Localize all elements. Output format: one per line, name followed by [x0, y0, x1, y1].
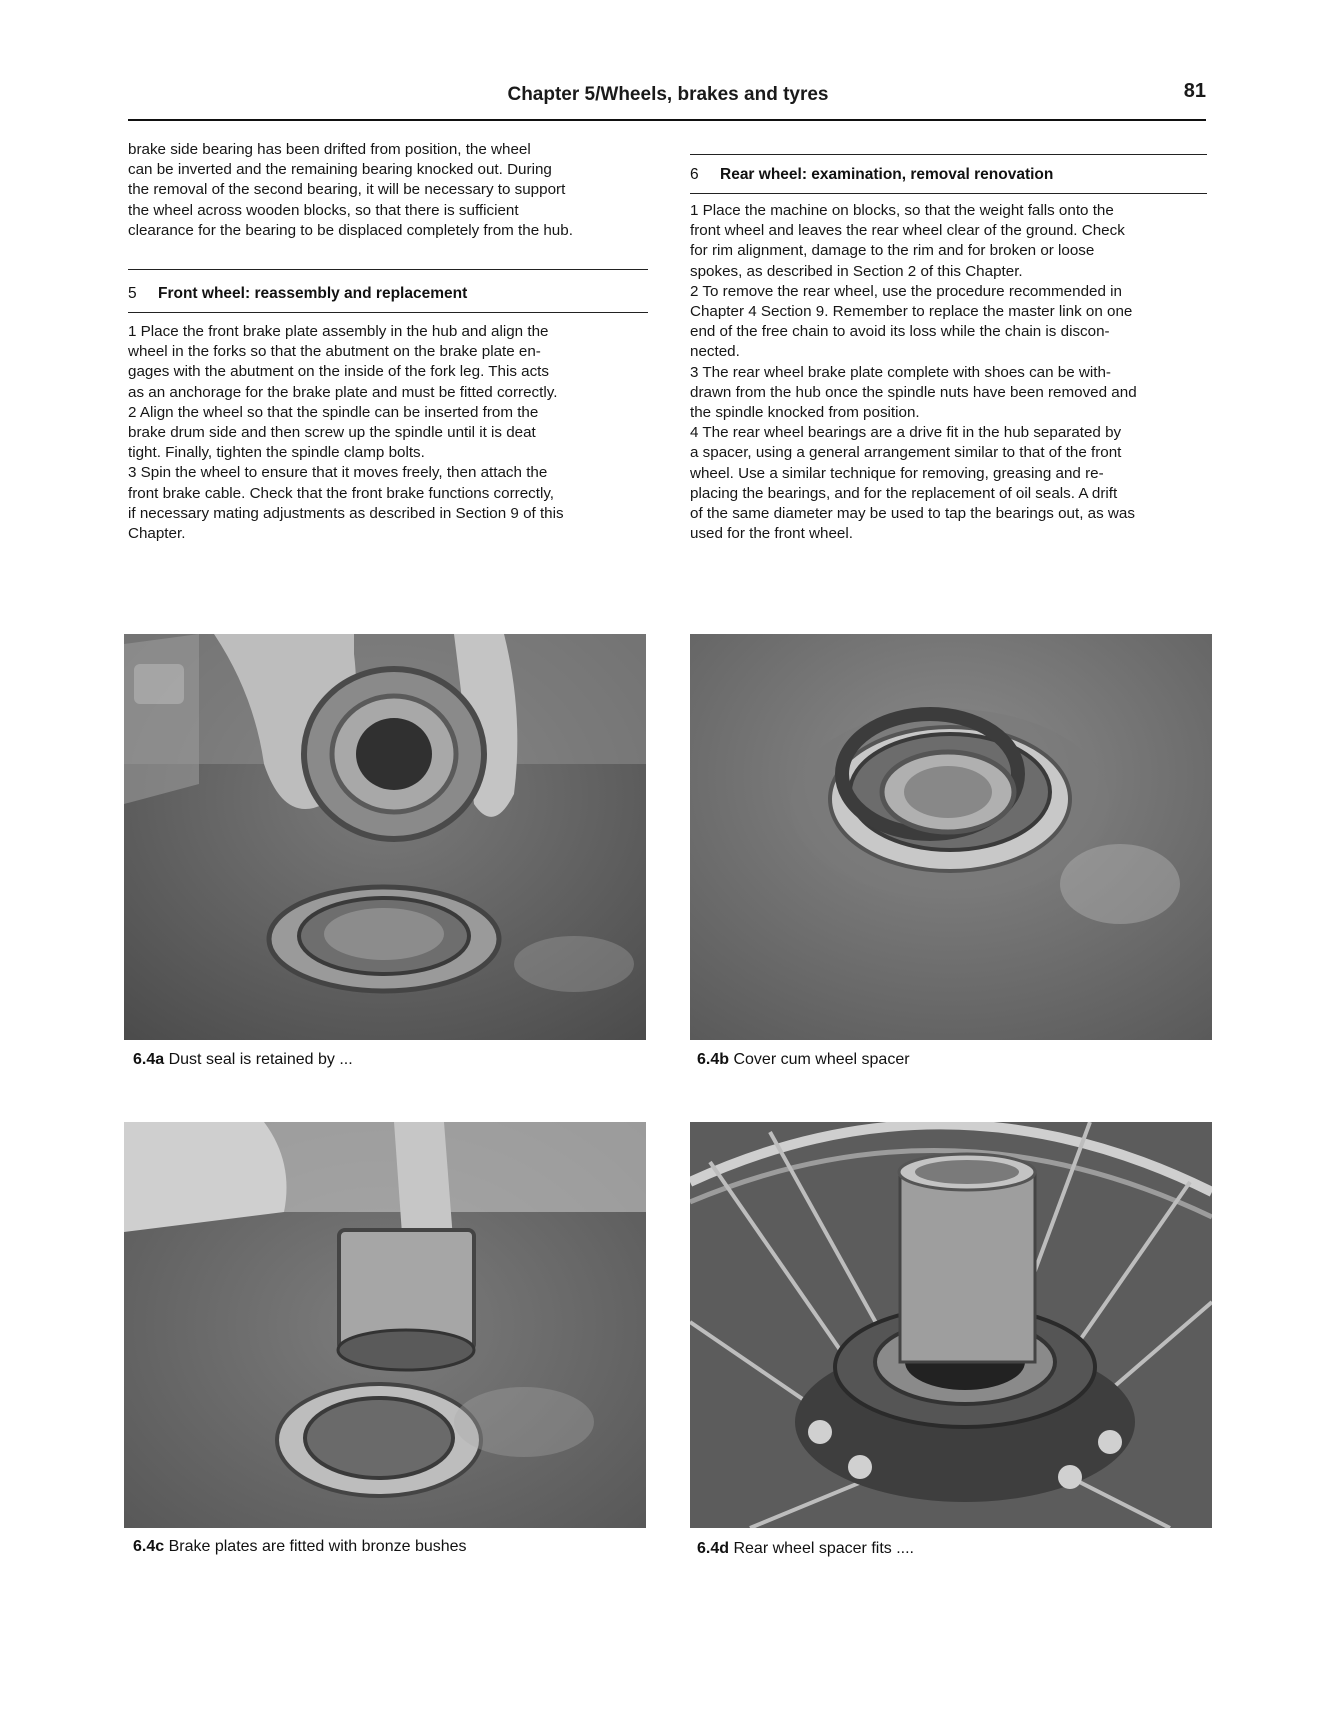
section-number: 6: [690, 166, 699, 183]
text-line: Chapter 4 Section 9. Remember to replace the master link on one: [690, 303, 1133, 321]
text-line: 2 To remove the rear wheel, use the procedure recommended in: [690, 282, 1122, 300]
text-line: brake drum side and then screw up the spindle until it is deat: [128, 424, 536, 442]
page-header-title: Chapter 5/Wheels, brakes and tyres: [507, 84, 829, 105]
text-line: 1 Place the machine on blocks, so that the weight falls onto the: [690, 202, 1114, 219]
photo-rear-wheel-spacer: [690, 1122, 1212, 1528]
text-line: the wheel across wooden blocks, so that there is sufficient: [128, 201, 519, 219]
section-number: 5: [128, 285, 137, 302]
figure-text: Cover cum wheel spacer: [733, 1051, 910, 1068]
section-title: Front wheel: reassembly and replacement: [158, 285, 468, 302]
figure-caption: [133, 1051, 353, 1069]
text-line: 2 Align the wheel so that the spindle can be inserted from the: [128, 403, 539, 421]
text-line: front wheel and leaves the rear wheel clear of the ground. Check: [690, 222, 1125, 240]
text-line: brake side bearing has been drifted from position, the wheel: [128, 141, 531, 158]
photo-cover-spacer: [690, 634, 1212, 1040]
header-divider: [128, 119, 1206, 121]
figure-text: Brake plates are fitted with bronze bushes: [168, 1538, 467, 1555]
text-line: the spindle knocked from position.: [690, 404, 920, 422]
photo-dust-seal: [124, 634, 646, 1040]
text-line: end of the free chain to avoid its loss while the chain is discon-: [690, 323, 1110, 341]
photo-bronze-bush: [124, 1122, 646, 1528]
text-line: gages with the abutment on the inside of the fork leg. This acts: [128, 363, 550, 381]
figure-number: 6.4b: [697, 1051, 730, 1068]
text-line: for rim alignment, damage to the rim and for broken or loose: [690, 242, 1095, 260]
figure-number: 6.4d: [697, 1540, 730, 1557]
text-line: as an anchorage for the brake plate and must be fitted correctly.: [128, 383, 558, 401]
section-title: Rear wheel: examination, removal renovation: [720, 166, 1054, 183]
text-line: spokes, as described in Section 2 of this Chapter.: [690, 262, 1023, 280]
section-5-heading: [128, 285, 467, 303]
text-line: 3 Spin the wheel to ensure that it moves freely, then attach the: [128, 464, 548, 482]
section-rule: [690, 193, 1207, 194]
text-line: 4 The rear wheel bearings are a drive fit in the hub separated by: [690, 424, 1122, 442]
section-6-body: [690, 201, 1210, 544]
page-number: 81: [1183, 80, 1206, 102]
text-line: wheel. Use a similar technique for removing, greasing and re-: [690, 464, 1104, 482]
text-line: front brake cable. Check that the front brake functions correctly,: [128, 484, 555, 502]
text-line: drawn from the hub once the spindle nuts have been removed and: [690, 383, 1137, 401]
figure-caption: [133, 1538, 467, 1556]
text-line: if necessary mating adjustments as described in Section 9 of this: [128, 504, 564, 522]
section-rule: [690, 154, 1207, 155]
text-line: the removal of the second bearing, it will be necessary to support: [128, 181, 566, 199]
text-line: tight. Finally, tighten the spindle clamp bolts.: [128, 444, 425, 462]
figure-caption: [697, 1540, 914, 1558]
section-6-heading: [690, 166, 1053, 184]
figure-number: 6.4a: [133, 1051, 165, 1068]
figure-text: Dust seal is retained by ...: [168, 1051, 353, 1068]
text-line: used for the front wheel.: [690, 525, 853, 543]
text-line: of the same diameter may be used to tap the bearings out, as was: [690, 505, 1135, 523]
section-rule: [128, 312, 648, 313]
figure-caption: [697, 1051, 910, 1069]
text-line: wheel in the forks so that the abutment on the brake plate en-: [128, 343, 541, 361]
text-line: Chapter.: [128, 525, 186, 543]
figure-number: 6.4c: [133, 1538, 165, 1555]
section-rule: [128, 269, 648, 270]
figure-text: Rear wheel spacer fits ....: [733, 1540, 914, 1557]
text-line: a spacer, using a general arrangement similar to that of the front: [690, 444, 1122, 462]
text-line: 1 Place the front brake plate assembly in the hub and align the: [128, 323, 549, 340]
text-line: placing the bearings, and for the replacement of oil seals. A drift: [690, 484, 1118, 502]
text-line: clearance for the bearing to be displaced completely from the hub.: [128, 221, 573, 239]
text-line: can be inverted and the remaining bearing knocked out. During: [128, 161, 552, 179]
text-line: 3 The rear wheel brake plate complete with shoes can be with-: [690, 363, 1111, 381]
continuation-paragraph: [128, 140, 651, 241]
text-line: nected.: [690, 343, 740, 361]
section-5-body: [128, 322, 651, 544]
